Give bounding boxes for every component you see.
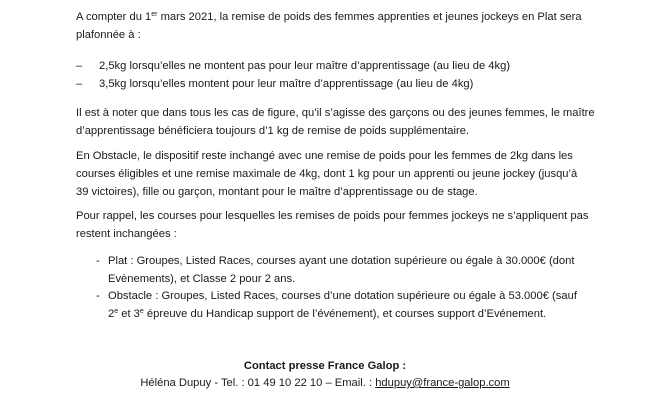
note-line-1: Il est à noter que dans tous les cas de figure, qu’il s’agisse des garçons ou des jeunes femmes, le maître [76, 107, 595, 119]
note-line-2: d’apprentissage bénéficiera toujours d’1 kg de remise de poids supplémentaire. [76, 125, 470, 137]
email-link[interactable]: hdupuy@france-galop.com [375, 377, 510, 389]
reminder-line-2: restent inchangées : [76, 228, 177, 240]
dash-marker: – [76, 78, 83, 90]
obstacle-line-2: courses éligibles et une remise maximale de 4kg, dont 1 kg pour un apprenti ou jeune jockey (jusqu’à [76, 168, 578, 180]
dash-marker: – [76, 60, 83, 72]
list-item-text: Obstacle : Groupes, Listed Races, courses d’une dotation supérieure ou égale à 53.000€ (sauf 2e et 3e épreuve du Handicap support de l’événement), et courses support d’Evénement. [108, 290, 577, 320]
paragraph-note [76, 104, 596, 140]
dash-marker: - [96, 255, 100, 267]
dash-marker: - [96, 290, 100, 302]
contact-title: Contact presse France Galop : [243, 360, 407, 372]
contact-details: Héléna Dupuy - Tel. : 01 49 10 22 10 – Email. : [140, 377, 376, 389]
list-item-text: Plat : Groupes, Listed Races, courses ayant une dotation supérieure ou égale à 30.000€ (dont Evènements), et Classe 2 pour 2 ans. [108, 255, 575, 285]
intro-line-1: A compter du 1er mars 2021, la remise de poids des femmes apprenties et jeunes jockeys en Plat sera [76, 11, 582, 23]
list-item-text: 2,5kg lorsqu’elles ne montent pas pour leur maître d’apprentissage (au lieu de 4kg) [99, 60, 511, 72]
reminder-line-1: Pour rappel, les courses pour lesquelles les remises de poids pour femmes jockeys ne s’appliquent pas [76, 210, 589, 222]
intro-line-2: plafonnée à : [76, 29, 141, 41]
obstacle-line-3: 39 victoires), fille ou garçon, montant pour le maître d’apprentissage ou de stage. [76, 186, 478, 198]
contact-line [0, 374, 650, 392]
paragraph-obstacle [76, 147, 596, 201]
paragraph-intro [76, 8, 596, 44]
paragraph-reminder [76, 207, 596, 243]
superscript-er: er [151, 11, 158, 18]
obstacle-line-1: En Obstacle, le dispositif reste inchangé avec une remise de poids pour les femmes de 2kg dans les [76, 150, 573, 162]
list-item-text: 3,5kg lorsqu’elles montent pour leur maître d’apprentissage (au lieu de 4kg) [99, 78, 474, 90]
